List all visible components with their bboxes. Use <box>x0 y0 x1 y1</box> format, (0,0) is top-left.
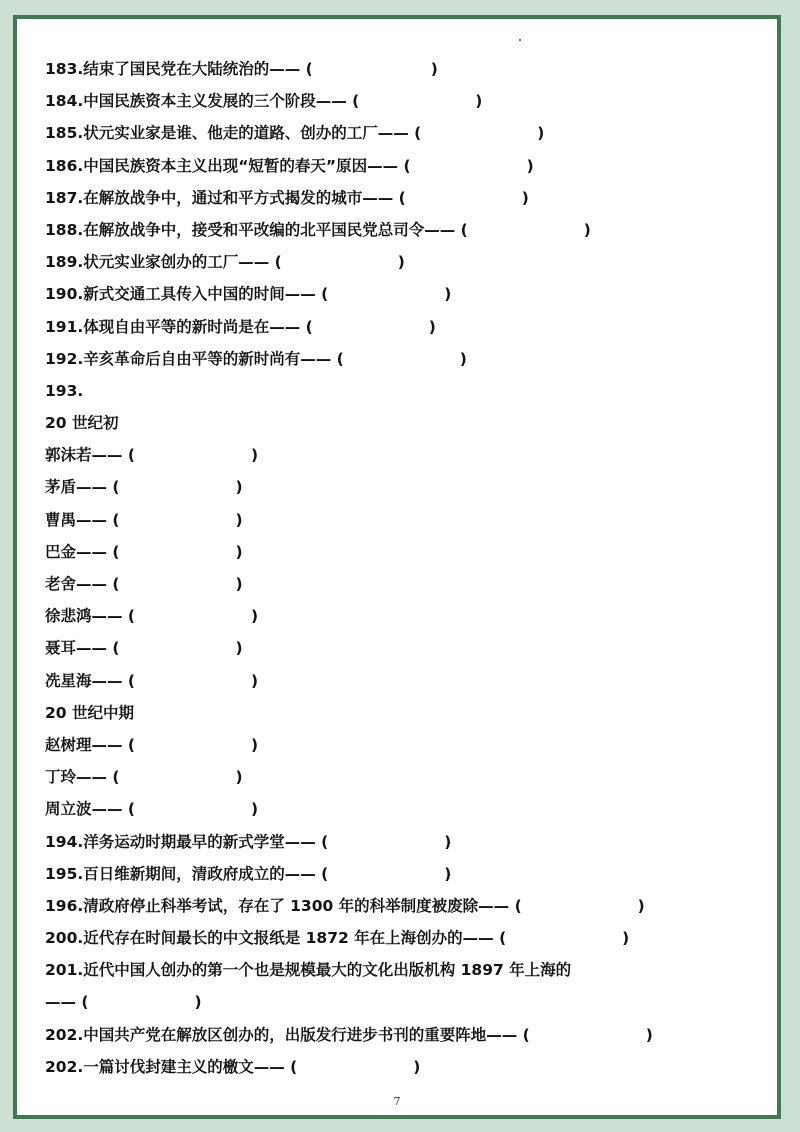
question-text: 老舍—— ( <box>45 575 120 593</box>
question-text: 丁玲—— ( <box>45 768 120 787</box>
answer-blank-close: ) <box>428 317 436 336</box>
question-line <box>45 117 765 149</box>
answer-blank-close: ) <box>235 768 243 787</box>
answer-blank-close: ) <box>235 510 243 529</box>
question-line <box>45 246 765 278</box>
question-line <box>45 954 765 986</box>
question-line <box>45 1051 765 1083</box>
question-text: —— ( <box>45 993 89 1012</box>
question-line <box>45 53 765 85</box>
question-line <box>45 890 765 922</box>
question-text: 郭沫若—— ( <box>45 446 135 465</box>
worksheet-page <box>13 15 781 1119</box>
answer-blank-close: ) <box>250 671 259 690</box>
question-line <box>45 697 765 729</box>
answer-blank-close: ) <box>430 60 438 78</box>
answer-blank-close: ) <box>459 349 467 368</box>
question-line <box>45 826 765 858</box>
question-line <box>45 504 765 536</box>
question-line <box>45 858 765 890</box>
answer-blank-close: ) <box>235 478 243 497</box>
question-line <box>45 568 765 600</box>
question-line <box>45 439 765 471</box>
question-text: 188.在解放战争中，接受和平改编的北平国民党总司令—— ( <box>45 220 468 239</box>
question-text: 202.中国共产党在解放区创办的，出版发行进步书刊的重要阵地—— ( <box>45 1025 530 1044</box>
question-line <box>45 536 765 568</box>
answer-blank-close: ) <box>645 1025 653 1044</box>
question-line <box>45 922 765 954</box>
question-text: 187.在解放战争中，通过和平方式揭发的城市—— ( <box>45 188 406 207</box>
answer-blank-close: ) <box>397 253 405 272</box>
question-line <box>45 986 765 1018</box>
answer-blank-close: ) <box>521 188 529 207</box>
question-text: 200.近代存在时间最长的中文报纸是 1872 年在上海创办的—— ( <box>45 929 507 948</box>
question-text: 徐悲鸿—— ( <box>45 607 135 626</box>
question-text: 202.一篇讨伐封建主义的檄文—— ( <box>45 1057 298 1076</box>
question-text: 190.新式交通工具传入中国的时间—— ( <box>45 285 329 304</box>
question-text: 196.清政府停止科举考试，存在了 1300 年的科举制度被废除—— ( <box>45 896 522 915</box>
question-line <box>45 600 765 632</box>
answer-blank-close: ) <box>622 929 630 948</box>
answer-blank-close: ) <box>250 735 259 754</box>
page-number: 7 <box>393 1095 401 1108</box>
question-text: 183.结束了国民党在大陆统治的—— ( <box>45 60 313 78</box>
question-text: 曹禺—— ( <box>45 510 120 529</box>
question-line <box>45 85 765 117</box>
answer-blank-close: ) <box>537 124 545 143</box>
answer-blank-close: ) <box>235 639 243 658</box>
question-line <box>45 150 765 182</box>
question-text: 赵树理—— ( <box>45 735 135 754</box>
answer-blank-close: ) <box>194 993 202 1012</box>
question-line <box>45 761 765 793</box>
answer-blank-close: ) <box>583 220 591 239</box>
answer-blank-close: ) <box>444 285 452 304</box>
question-line <box>45 471 765 503</box>
question-line <box>45 278 765 310</box>
question-text: 193. <box>45 381 84 400</box>
answer-blank-close: ) <box>250 607 259 626</box>
scan-speck <box>519 39 521 41</box>
answer-blank-close: ) <box>526 156 534 175</box>
question-text: 巴金—— ( <box>45 542 120 561</box>
question-line <box>45 214 765 246</box>
answer-blank-close: ) <box>413 1057 421 1076</box>
question-text: 周立波—— ( <box>45 800 135 819</box>
question-text: 184.中国民族资本主义发展的三个阶段—— ( <box>45 92 360 111</box>
question-line <box>45 665 765 697</box>
question-line <box>45 1019 765 1051</box>
question-text: 20 世纪中期 <box>45 703 134 722</box>
question-text: 201.近代中国人创办的第一个也是规模最大的文化出版机构 1897 年上海的 <box>45 961 572 980</box>
question-line <box>45 407 765 439</box>
answer-blank-close: ) <box>444 864 452 883</box>
answer-blank-close: ) <box>637 896 645 915</box>
question-text: 194.洋务运动时期最早的新式学堂—— ( <box>45 832 329 851</box>
answer-blank-close: ) <box>444 832 452 851</box>
question-text: 192.辛亥革命后自由平等的新时尚有—— ( <box>45 349 344 368</box>
question-text: 186.中国民族资本主义出现“短暂的春天”原因—— ( <box>45 156 411 175</box>
answer-blank-close: ) <box>235 542 243 561</box>
question-line <box>45 793 765 825</box>
question-text: 185.状元实业家是谁、他走的道路、创办的工厂—— ( <box>45 124 422 143</box>
question-line <box>45 375 765 407</box>
answer-blank-close: ) <box>250 446 259 465</box>
question-line <box>45 729 765 761</box>
question-text: 20 世纪初 <box>45 414 119 433</box>
answer-blank-close: ) <box>250 800 259 819</box>
question-text: 195.百日维新期间，清政府成立的—— ( <box>45 864 329 883</box>
question-text: 191.体现自由平等的新时尚是在—— ( <box>45 317 313 336</box>
question-line <box>45 343 765 375</box>
answer-blank-close: ) <box>235 575 243 593</box>
answer-blank-close: ) <box>475 92 483 111</box>
question-text: 189.状元实业家创办的工厂—— ( <box>45 253 282 272</box>
question-text: 聂耳—— ( <box>45 639 120 658</box>
question-text: 冼星海—— ( <box>45 671 135 690</box>
question-line <box>45 311 765 343</box>
question-text: 茅盾—— ( <box>45 478 120 497</box>
question-line <box>45 632 765 664</box>
question-list <box>45 53 765 1083</box>
question-line <box>45 182 765 214</box>
